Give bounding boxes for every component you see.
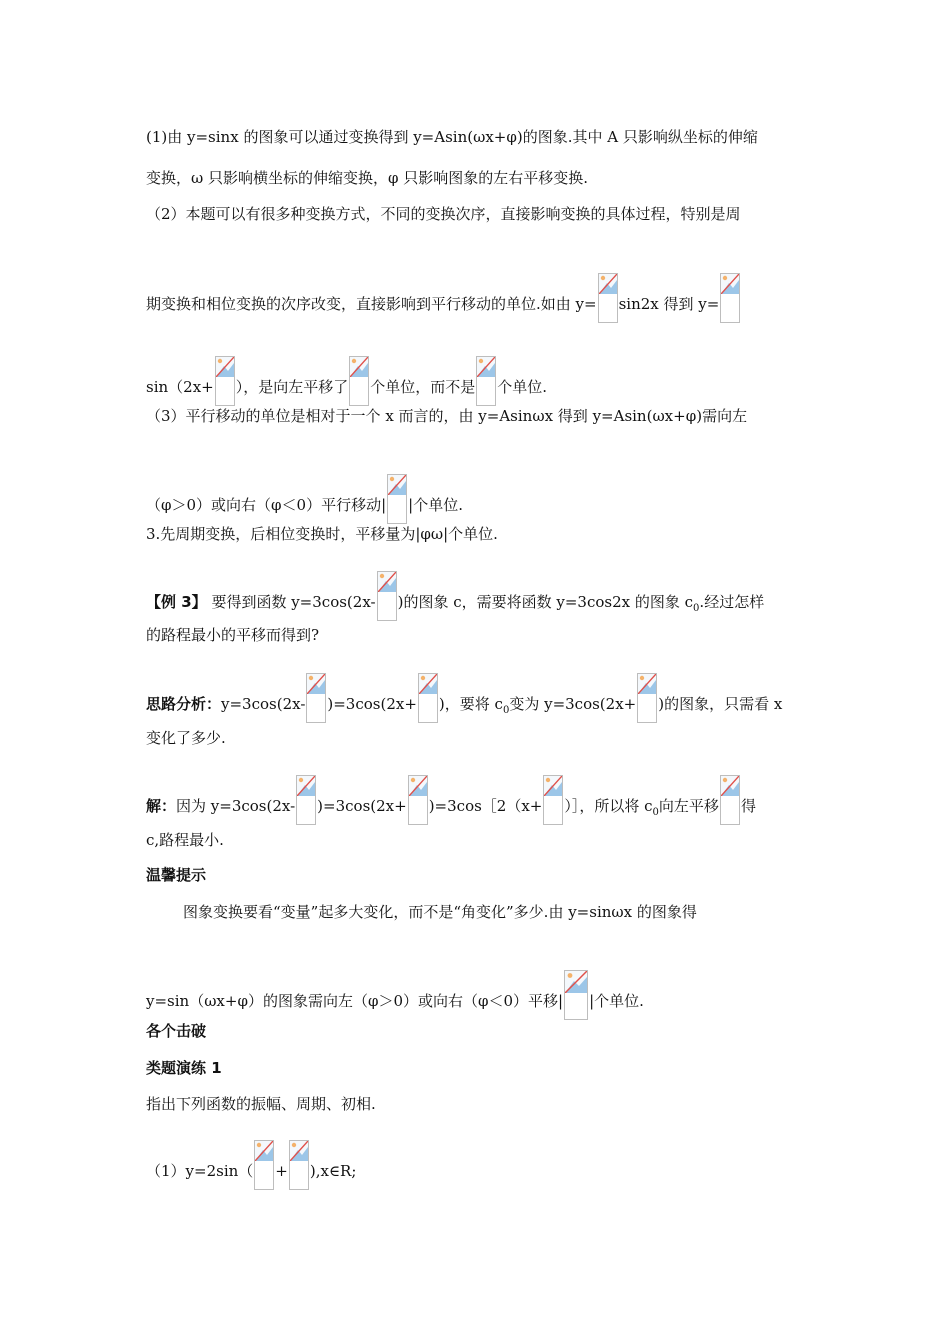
paragraph-line-12: 变化了多少. xyxy=(146,729,226,747)
broken-image-icon xyxy=(564,970,588,1020)
broken-image-icon xyxy=(289,1140,309,1190)
broken-image-icon xyxy=(296,775,316,825)
paragraph-line-5: sin（2x+ ），是向左平移了 个单位，而不是 个单位. xyxy=(146,356,547,406)
broken-image-icon xyxy=(306,673,326,723)
broken-image-icon xyxy=(543,775,563,825)
tip-heading: 温馨提示 xyxy=(146,866,207,884)
paragraph-line-6: （3）平行移动的单位是相对于一个 x 而言的，由 y=Asinωx 得到 y=Asin(ωx+φ)需向左 xyxy=(146,407,748,425)
exercise-prompt: 指出下列函数的振幅、周期、初相. xyxy=(146,1095,376,1113)
broken-image-icon xyxy=(377,571,397,621)
exercise-heading: 类题演练 1 xyxy=(146,1059,222,1077)
solution-line: 解：因为 y=3cos(2x- )=3cos(2x+ )=3cos［2（x+ ）］，所以将 $c_0$向左平移 得 xyxy=(146,775,756,825)
section-heading: 各个击破 xyxy=(146,1022,207,1040)
paragraph-line-7: （φ＞0）或向右（φ＜0）平行移动| |个单位. xyxy=(146,474,463,524)
paragraph-line-14: c,路程最小. xyxy=(146,831,224,849)
broken-image-icon xyxy=(215,356,235,406)
broken-image-icon xyxy=(418,673,438,723)
example-3-line: 【例 3】 要得到函数 y=3cos(2x- )的图象 c，需要将函数 y=3cos2x 的图象 $c_0$.经过怎样 xyxy=(146,571,764,621)
broken-image-icon xyxy=(720,273,740,323)
paragraph-line-2: 变换，ω 只影响横坐标的伸缩变换，φ 只影响图象的左右平移变换. xyxy=(146,169,589,187)
paragraph-line-4: 期变换和相位变换的次序改变，直接影响到平行移动的单位.如由 y= sin2x 得到 y= xyxy=(146,273,741,323)
broken-image-icon xyxy=(598,273,618,323)
paragraph-line-8: 3.先周期变换，后相位变换时，平移量为|φω|个单位. xyxy=(146,525,498,543)
tip-line-2: y=sin（ωx+φ）的图象需向左（φ＞0）或向右（φ＜0）平移| |个单位. xyxy=(146,970,644,1020)
broken-image-icon xyxy=(408,775,428,825)
broken-image-icon xyxy=(637,673,657,723)
exercise-item-1: （1）y=2sin（ + ),x∈R; xyxy=(146,1140,356,1190)
tip-line-1: 图象变换要看“变量”起多大变化，而不是“角变化”多少.由 y=sinωx 的图象得 xyxy=(183,903,697,921)
paragraph-line-3: （2）本题可以有很多种变换方式，不同的变换次序，直接影响变换的具体过程，特别是周 xyxy=(146,205,741,223)
broken-image-icon xyxy=(476,356,496,406)
paragraph-line-10: 的路程最小的平移而得到? xyxy=(146,626,320,644)
broken-image-icon xyxy=(387,474,407,524)
broken-image-icon xyxy=(254,1140,274,1190)
analysis-line: 思路分析：y=3cos(2x- )=3cos(2x+ )，要将 $c_0$变为 y=3cos(2x+ )的图象，只需看 x xyxy=(146,673,782,723)
paragraph-line-1: (1)由 y=sinx 的图象可以通过变换得到 y=Asin(ωx+φ)的图象.其中 A 只影响纵坐标的伸缩 xyxy=(146,128,758,146)
broken-image-icon xyxy=(720,775,740,825)
broken-image-icon xyxy=(349,356,369,406)
